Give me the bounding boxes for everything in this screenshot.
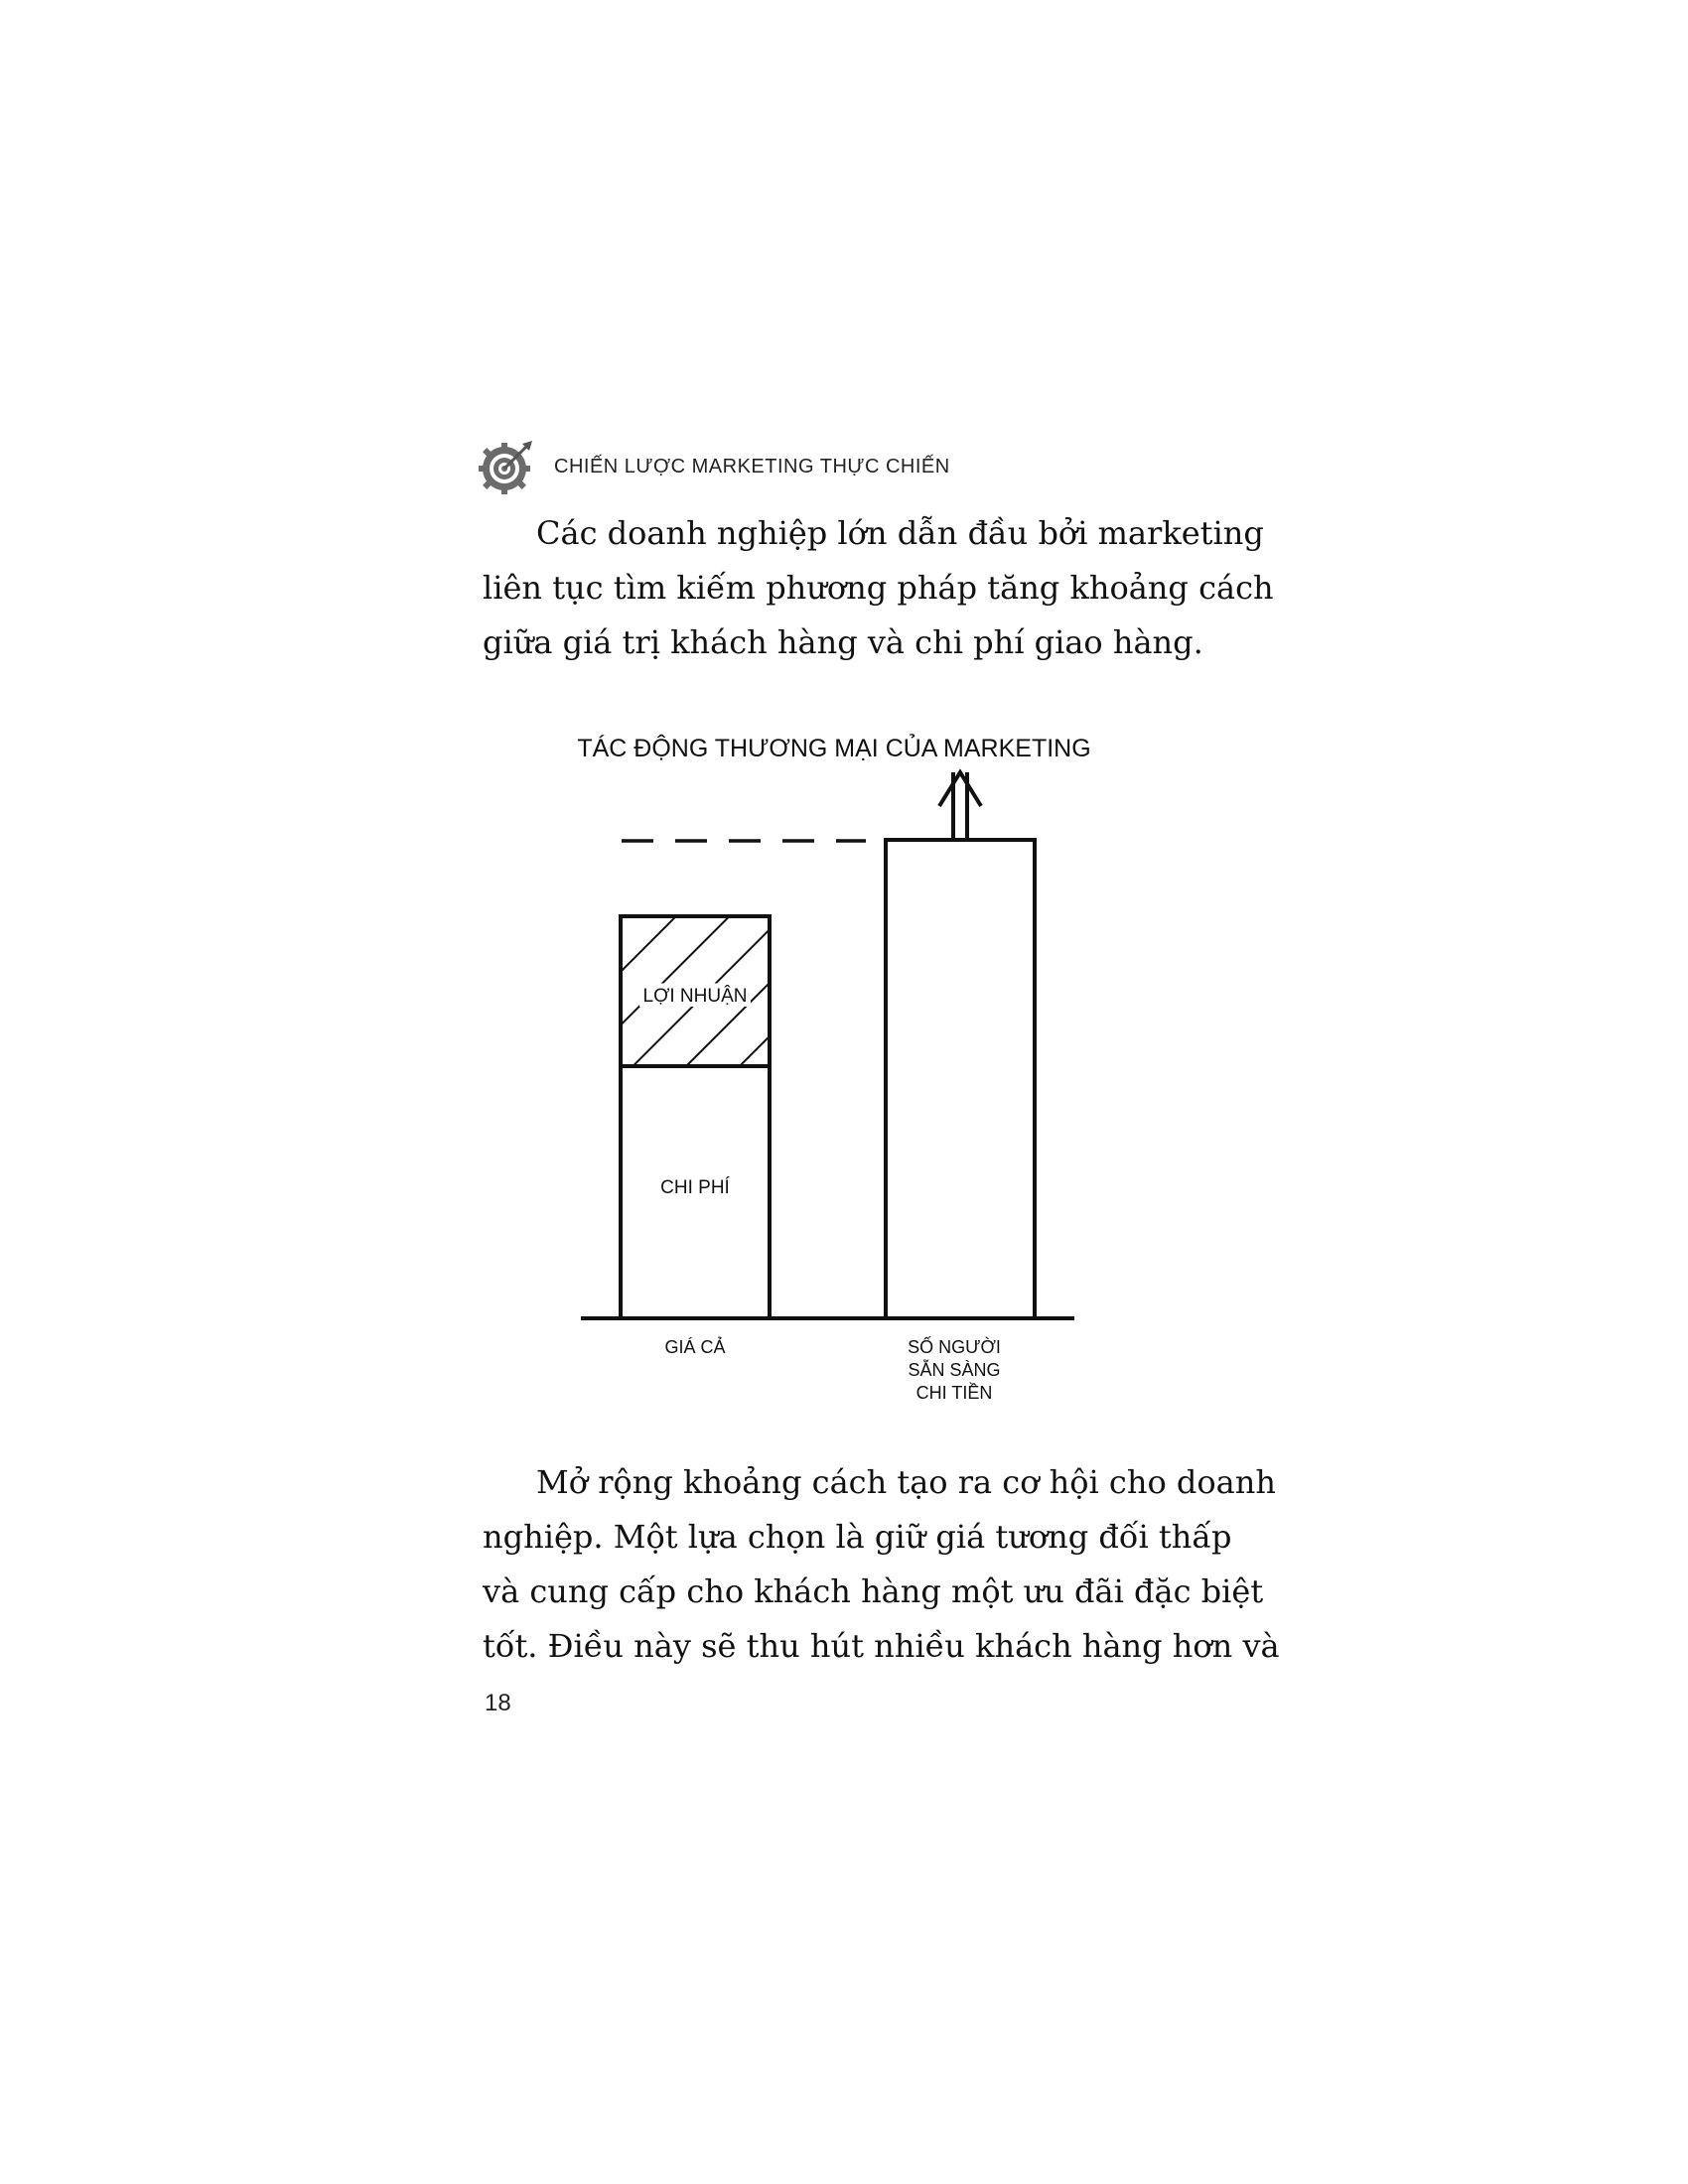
willingness-label-line-1: SỐ NGƯỜI: [908, 1337, 1001, 1357]
profit-label: LỢI NHUẬN: [642, 986, 748, 1007]
marketing-impact-figure: [556, 715, 1112, 1430]
price-label: GIÁ CẢ: [664, 1337, 726, 1357]
paragraph-line: nghiệp. Một lựa chọn là giữ giá tương đối thấp: [483, 1518, 1232, 1556]
paragraph-line: liên tục tìm kiếm phương pháp tăng khoảng cách: [483, 569, 1274, 607]
target-arrow-icon: [475, 437, 534, 496]
paragraph-line: Mở rộng khoảng cách tạo ra cơ hội cho doanh: [536, 1463, 1276, 1501]
up-arrow-icon: [939, 772, 981, 840]
cost-label: CHI PHÍ: [660, 1177, 730, 1198]
body-paragraph-1: [483, 506, 1274, 670]
running-header: [475, 437, 950, 496]
body-paragraph-2: [483, 1455, 1280, 1674]
figure-canvas: [556, 715, 1112, 1430]
paragraph-line: tốt. Điều này sẽ thu hút nhiều khách hàng hơn và: [483, 1627, 1280, 1665]
willingness-to-pay-bar: [886, 840, 1035, 1318]
paragraph-line: và cung cấp cho khách hàng một ưu đãi đặc biệt: [483, 1572, 1264, 1610]
willingness-label-line-2: SẴN SÀNG: [908, 1360, 1001, 1380]
paragraph-line: Các doanh nghiệp lớn dẫn đầu bởi marketing: [536, 514, 1264, 552]
page-number: 18: [485, 1690, 511, 1716]
figure-title: TÁC ĐỘNG THƯƠNG MẠI CỦA MARKETING: [577, 735, 1091, 762]
paragraph-line: giữa giá trị khách hàng và chi phí giao hàng.: [483, 623, 1203, 661]
willingness-label-line-3: CHI TIỀN: [915, 1383, 993, 1403]
running-header-title: CHIẾN LƯỢC MARKETING THỰC CHIẾN: [554, 455, 950, 478]
